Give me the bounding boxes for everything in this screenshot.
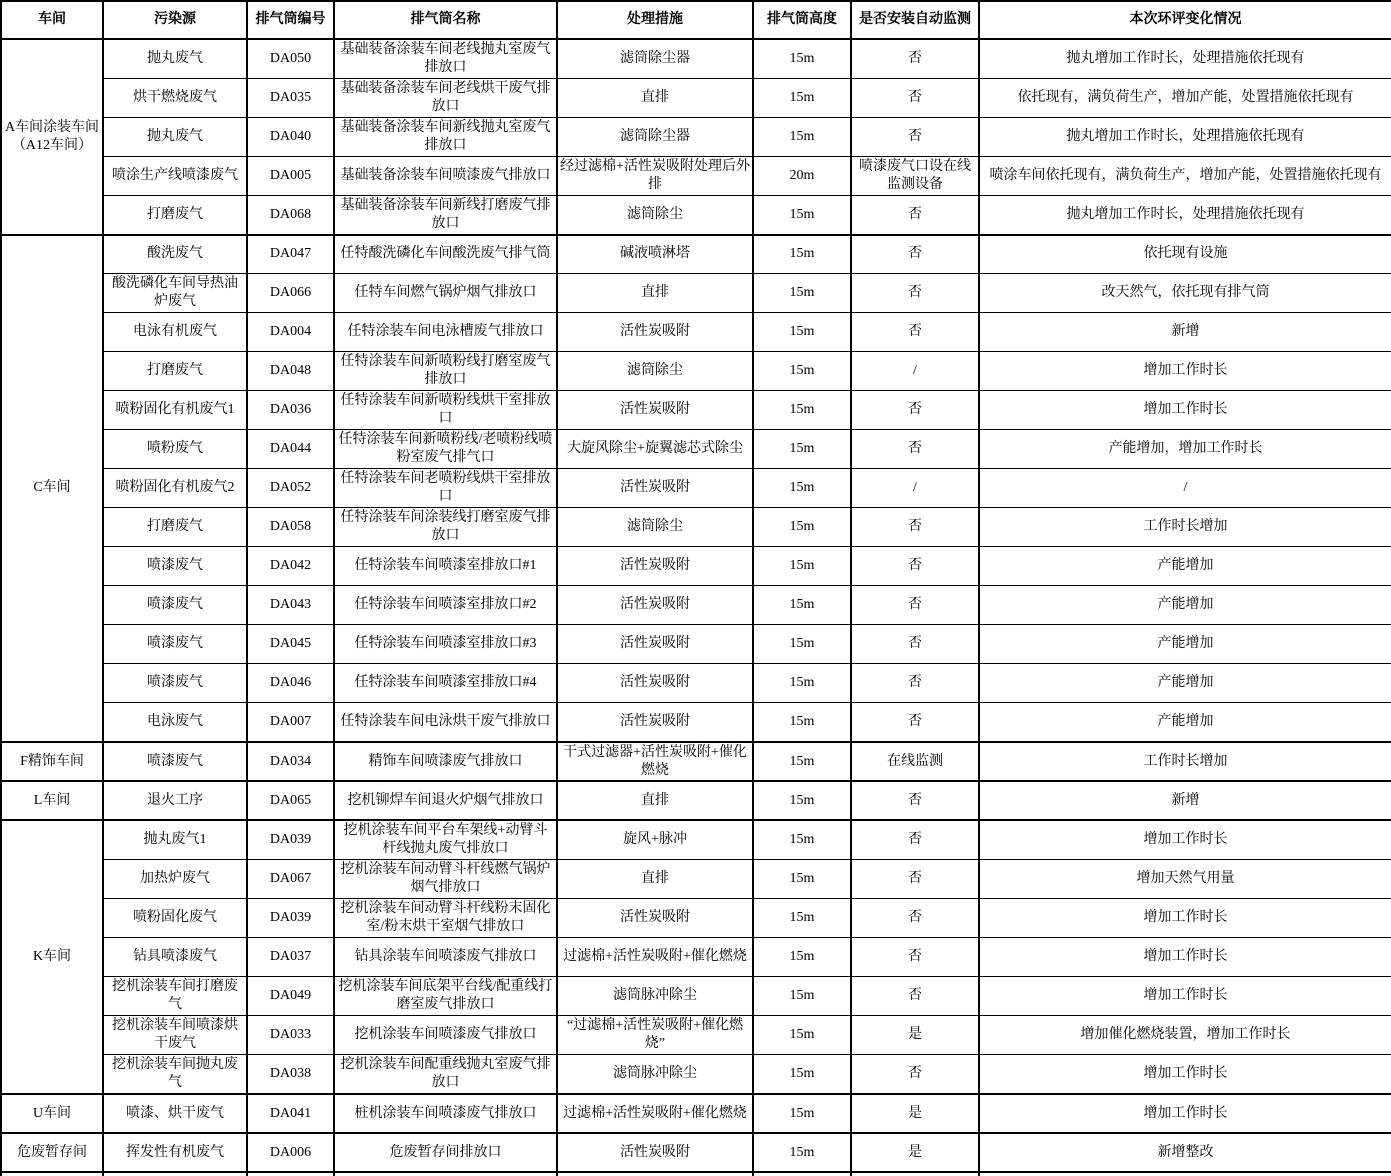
- cell-stack-height: 20m: [753, 156, 851, 195]
- cell-stack-code: DA005: [247, 156, 334, 195]
- table-row: [1, 156, 1391, 195]
- cell-stack-name: 基础装备涂装车间喷漆废气排放口: [334, 156, 557, 195]
- column-header-stack-name: 排气筒名称: [334, 1, 557, 39]
- cell-stack-height: 15m: [753, 1133, 851, 1172]
- cell-auto-monitoring: 否: [851, 625, 979, 664]
- cell-stack-height: 15m: [753, 742, 851, 782]
- cell-pollution-source: 喷漆废气: [103, 586, 247, 625]
- cell-pollution-source: 电泳废气: [103, 703, 247, 742]
- cell-pollution-source: 打磨废气: [103, 352, 247, 391]
- cell-eia-change: 依托现有，满负荷生产，增加产能，处置措施依托现有: [979, 78, 1391, 117]
- cell-auto-monitoring: 否: [851, 703, 979, 742]
- cell-stack-name: 挖机涂装车间底架平台线/配重线打磨室废气排放口: [334, 977, 557, 1016]
- cell-eia-change: 产能增加，增加工作时长: [979, 430, 1391, 469]
- cell-stack-name: 任特涂装车间喷漆室排放口#3: [334, 625, 557, 664]
- cell-auto-monitoring: /: [851, 469, 979, 508]
- table-row: [1, 781, 1391, 820]
- table-row: [1, 117, 1391, 156]
- cell-treatment: 滤筒脉冲除尘: [557, 977, 753, 1016]
- cell-eia-change: 工作时长增加: [979, 742, 1391, 782]
- column-header-stack-height: 排气筒高度: [753, 1, 851, 39]
- table-row: [1, 78, 1391, 117]
- cell-treatment: 活性炭吸附: [557, 391, 753, 430]
- cell-stack-height: 15m: [753, 664, 851, 703]
- cell-stack-code: DA042: [247, 547, 334, 586]
- cell-stack-name: 基础装备涂装车间新线抛丸室废气排放口: [334, 117, 557, 156]
- cell-eia-change: 增加天然气用量: [979, 860, 1391, 899]
- cell-stack-code: DA058: [247, 508, 334, 547]
- cell-stack-code: DA004: [247, 313, 334, 352]
- cell-auto-monitoring: 否: [851, 1055, 979, 1094]
- cell-eia-change: 产能增加: [979, 625, 1391, 664]
- cell-pollution-source: 抛丸废气1: [103, 820, 247, 859]
- cell-stack-name: 基础装备涂装车间老线烘干废气排放口: [334, 78, 557, 117]
- cell-pollution-source: 喷粉固化有机废气2: [103, 469, 247, 508]
- cell-eia-change: /: [979, 469, 1391, 508]
- cell-eia-change: 产能增加: [979, 547, 1391, 586]
- cell-pollution-source: 喷粉固化废气: [103, 899, 247, 938]
- table-row: [1, 1016, 1391, 1055]
- cell-pollution-source: 挖机涂装车间打磨废气: [103, 977, 247, 1016]
- column-header-eia-change: 本次环评变化情况: [979, 1, 1391, 39]
- partial-cell: [247, 1172, 334, 1176]
- cell-stack-name: 任特涂装车间电泳烘干废气排放口: [334, 703, 557, 742]
- cell-stack-code: DA050: [247, 39, 334, 78]
- cell-stack-height: 15m: [753, 469, 851, 508]
- partial-cell: [979, 1172, 1391, 1176]
- cell-stack-height: 15m: [753, 430, 851, 469]
- cell-stack-code: DA047: [247, 235, 334, 274]
- cell-eia-change: 增加工作时长: [979, 938, 1391, 977]
- cell-pollution-source: 喷漆废气: [103, 625, 247, 664]
- table-row: [1, 313, 1391, 352]
- cell-stack-code: DA066: [247, 274, 334, 313]
- table-row: [1, 899, 1391, 938]
- table-row: [1, 39, 1391, 78]
- cell-auto-monitoring: /: [851, 352, 979, 391]
- cell-stack-height: 15m: [753, 313, 851, 352]
- cell-stack-code: DA038: [247, 1055, 334, 1094]
- cell-pollution-source: 喷漆废气: [103, 547, 247, 586]
- cell-stack-code: DA067: [247, 860, 334, 899]
- cell-stack-code: DA043: [247, 586, 334, 625]
- cell-treatment: 直排: [557, 274, 753, 313]
- cell-stack-height: 15m: [753, 508, 851, 547]
- cell-pollution-source: 喷漆、烘干废气: [103, 1094, 247, 1133]
- cell-stack-code: DA035: [247, 78, 334, 117]
- cell-pollution-source: 挖机涂装车间喷漆烘干废气: [103, 1016, 247, 1055]
- cell-eia-change: 依托现有设施: [979, 235, 1391, 274]
- cell-stack-name: 危废暂存间排放口: [334, 1133, 557, 1172]
- cell-stack-height: 15m: [753, 352, 851, 391]
- cell-eia-change: 增加工作时长: [979, 1055, 1391, 1094]
- cell-treatment: 活性炭吸附: [557, 1133, 753, 1172]
- cell-stack-height: 15m: [753, 39, 851, 78]
- cell-treatment: 直排: [557, 78, 753, 117]
- cell-stack-height: 15m: [753, 820, 851, 859]
- cell-treatment: 干式过滤器+活性炭吸附+催化燃烧: [557, 742, 753, 782]
- cell-stack-name: 挖机铆焊车间退火炉烟气排放口: [334, 781, 557, 820]
- cell-stack-height: 15m: [753, 781, 851, 820]
- cell-stack-code: DA039: [247, 899, 334, 938]
- cell-stack-height: 15m: [753, 586, 851, 625]
- partial-cell: [334, 1172, 557, 1176]
- partial-cell: [103, 1172, 247, 1176]
- cell-treatment: 旋风+脉冲: [557, 820, 753, 859]
- cell-stack-name: 挖机涂装车间喷漆废气排放口: [334, 1016, 557, 1055]
- cell-pollution-source: 电泳有机废气: [103, 313, 247, 352]
- cell-treatment: 活性炭吸附: [557, 899, 753, 938]
- table-row: [1, 820, 1391, 859]
- cell-stack-name: 任特涂装车间喷漆室排放口#1: [334, 547, 557, 586]
- cell-treatment: 经过滤棉+活性炭吸附处理后外排: [557, 156, 753, 195]
- cell-auto-monitoring: 否: [851, 586, 979, 625]
- workshop-cell: A车间涂装车间（A12车间）: [1, 39, 103, 235]
- cell-stack-name: 任特车间燃气锅炉烟气排放口: [334, 274, 557, 313]
- table-row: [1, 274, 1391, 313]
- cell-treatment: 活性炭吸附: [557, 664, 753, 703]
- cell-treatment: 活性炭吸附: [557, 703, 753, 742]
- workshop-cell: L车间: [1, 781, 103, 820]
- cell-eia-change: 抛丸增加工作时长，处理措施依托现有: [979, 39, 1391, 78]
- cell-treatment: 滤筒除尘器: [557, 117, 753, 156]
- table-header: [1, 1, 1391, 39]
- cell-stack-code: DA065: [247, 781, 334, 820]
- cell-stack-code: DA045: [247, 625, 334, 664]
- cell-treatment: 滤筒除尘: [557, 352, 753, 391]
- cell-treatment: 过滤棉+活性炭吸附+催化燃烧: [557, 1094, 753, 1133]
- cell-auto-monitoring: 否: [851, 860, 979, 899]
- cell-stack-height: 15m: [753, 1055, 851, 1094]
- cell-auto-monitoring: 否: [851, 78, 979, 117]
- cell-stack-name: 钻具涂装车间喷漆废气排放口: [334, 938, 557, 977]
- cell-pollution-source: 喷涂生产线喷漆废气: [103, 156, 247, 195]
- cell-eia-change: 工作时长增加: [979, 508, 1391, 547]
- partial-cell: [557, 1172, 753, 1176]
- cell-treatment: 滤筒除尘器: [557, 39, 753, 78]
- cell-auto-monitoring: 是: [851, 1094, 979, 1133]
- cell-treatment: “过滤棉+活性炭吸附+催化燃烧”: [557, 1016, 753, 1055]
- cell-stack-code: DA046: [247, 664, 334, 703]
- cell-stack-code: DA037: [247, 938, 334, 977]
- cell-stack-code: DA044: [247, 430, 334, 469]
- cell-stack-height: 15m: [753, 235, 851, 274]
- table-row: [1, 1055, 1391, 1094]
- cell-stack-code: DA048: [247, 352, 334, 391]
- cell-eia-change: 新增: [979, 313, 1391, 352]
- cell-stack-height: 15m: [753, 860, 851, 899]
- table-row: [1, 1094, 1391, 1133]
- header-row: [1, 1, 1391, 39]
- cell-pollution-source: 抛丸废气: [103, 117, 247, 156]
- table-row: [1, 235, 1391, 274]
- cell-eia-change: 新增: [979, 781, 1391, 820]
- cell-pollution-source: 喷漆废气: [103, 742, 247, 782]
- cell-eia-change: 增加工作时长: [979, 820, 1391, 859]
- cell-stack-name: 任特涂装车间喷漆室排放口#2: [334, 586, 557, 625]
- cell-pollution-source: 酸洗废气: [103, 235, 247, 274]
- cell-auto-monitoring: 否: [851, 117, 979, 156]
- cell-stack-name: 挖机涂装车间平台车架线+动臂斗杆线抛丸废气排放口: [334, 820, 557, 859]
- cell-eia-change: 产能增加: [979, 703, 1391, 742]
- cell-auto-monitoring: 否: [851, 313, 979, 352]
- cell-stack-code: DA049: [247, 977, 334, 1016]
- workshop-cell: U车间: [1, 1094, 103, 1133]
- cell-stack-name: 桩机涂装车间喷漆废气排放口: [334, 1094, 557, 1133]
- cell-auto-monitoring: 否: [851, 977, 979, 1016]
- cell-stack-name: 任特涂装车间新喷粉线打磨室废气排放口: [334, 352, 557, 391]
- table-row: [1, 508, 1391, 547]
- cell-auto-monitoring: 否: [851, 39, 979, 78]
- cell-pollution-source: 喷粉固化有机废气1: [103, 391, 247, 430]
- cell-treatment: 活性炭吸附: [557, 313, 753, 352]
- cell-treatment: 活性炭吸附: [557, 469, 753, 508]
- cell-pollution-source: 打磨废气: [103, 195, 247, 234]
- cell-eia-change: 增加工作时长: [979, 899, 1391, 938]
- cell-stack-code: DA036: [247, 391, 334, 430]
- cell-stack-height: 15m: [753, 78, 851, 117]
- cell-treatment: 直排: [557, 781, 753, 820]
- cell-pollution-source: 挥发性有机废气: [103, 1133, 247, 1172]
- cell-stack-height: 15m: [753, 625, 851, 664]
- cell-treatment: 滤筒除尘: [557, 508, 753, 547]
- workshop-cell: F精饰车间: [1, 742, 103, 782]
- cell-stack-height: 15m: [753, 977, 851, 1016]
- cell-stack-height: 15m: [753, 547, 851, 586]
- cell-stack-name: 基础装备涂装车间老线抛丸室废气排放口: [334, 39, 557, 78]
- table-row: [1, 625, 1391, 664]
- cell-stack-height: 15m: [753, 938, 851, 977]
- cell-pollution-source: 酸洗磷化车间导热油炉废气: [103, 274, 247, 313]
- cell-stack-code: DA033: [247, 1016, 334, 1055]
- cell-eia-change: 抛丸增加工作时长，处理措施依托现有: [979, 117, 1391, 156]
- column-header-workshop: 车间: [1, 1, 103, 39]
- cell-stack-name: 任特涂装车间涂装线打磨室废气排放口: [334, 508, 557, 547]
- table-row: [1, 547, 1391, 586]
- cell-auto-monitoring: 否: [851, 391, 979, 430]
- cell-pollution-source: 喷漆废气: [103, 664, 247, 703]
- cell-stack-name: 挖机涂装车间动臂斗杆线燃气锅炉烟气排放口: [334, 860, 557, 899]
- cell-treatment: 活性炭吸附: [557, 586, 753, 625]
- cell-eia-change: 增加工作时长: [979, 977, 1391, 1016]
- table-row: [1, 430, 1391, 469]
- cell-eia-change: 产能增加: [979, 586, 1391, 625]
- cell-eia-change: 新增整改: [979, 1133, 1391, 1172]
- cell-eia-change: 抛丸增加工作时长，处理措施依托现有: [979, 195, 1391, 234]
- cell-auto-monitoring: 否: [851, 664, 979, 703]
- partial-cell: [851, 1172, 979, 1176]
- table-row: [1, 742, 1391, 782]
- cell-eia-change: 产能增加: [979, 664, 1391, 703]
- table-row: [1, 860, 1391, 899]
- cell-auto-monitoring: 否: [851, 820, 979, 859]
- cell-stack-height: 15m: [753, 1094, 851, 1133]
- table-row: [1, 391, 1391, 430]
- cell-stack-height: 15m: [753, 391, 851, 430]
- workshop-cell: 危废暂存间: [1, 1133, 103, 1172]
- cell-auto-monitoring: 否: [851, 781, 979, 820]
- cell-stack-code: DA034: [247, 742, 334, 782]
- cell-stack-name: 任特涂装车间新喷粉线烘干室排放口: [334, 391, 557, 430]
- table-row: [1, 469, 1391, 508]
- cell-stack-name: 挖机涂装车间动臂斗杆线粉末固化室/粉末烘干室烟气排放口: [334, 899, 557, 938]
- cell-pollution-source: 加热炉废气: [103, 860, 247, 899]
- cell-treatment: 直排: [557, 860, 753, 899]
- workshop-cell: C车间: [1, 235, 103, 742]
- table-row: [1, 938, 1391, 977]
- cell-treatment: 活性炭吸附: [557, 547, 753, 586]
- partial-row: [1, 1172, 1391, 1176]
- cell-stack-name: 任特涂装车间新喷粉线/老喷粉线喷粉室废气排气口: [334, 430, 557, 469]
- cell-stack-code: DA041: [247, 1094, 334, 1133]
- column-header-pollution-source: 污染源: [103, 1, 247, 39]
- cell-treatment: 活性炭吸附: [557, 625, 753, 664]
- column-header-auto-monitoring: 是否安装自动监测: [851, 1, 979, 39]
- partial-cell: [753, 1172, 851, 1176]
- table-row: [1, 664, 1391, 703]
- cell-treatment: 碱液喷淋塔: [557, 235, 753, 274]
- cell-auto-monitoring: 否: [851, 430, 979, 469]
- table-row: [1, 703, 1391, 742]
- cell-eia-change: 增加催化燃烧装置，增加工作时长: [979, 1016, 1391, 1055]
- cell-auto-monitoring: 喷漆废气口设在线监测设备: [851, 156, 979, 195]
- cell-treatment: 大旋风除尘+旋翼滤芯式除尘: [557, 430, 753, 469]
- cell-eia-change: 改天然气，依托现有排气筒: [979, 274, 1391, 313]
- cell-stack-name: 任特酸洗磷化车间酸洗废气排气筒: [334, 235, 557, 274]
- cell-stack-height: 15m: [753, 899, 851, 938]
- table-row: [1, 977, 1391, 1016]
- column-header-stack-code: 排气筒编号: [247, 1, 334, 39]
- cell-stack-height: 15m: [753, 195, 851, 234]
- cell-stack-code: DA052: [247, 469, 334, 508]
- cell-pollution-source: 抛丸废气: [103, 39, 247, 78]
- cell-stack-name: 挖机涂装车间配重线抛丸室废气排放口: [334, 1055, 557, 1094]
- cell-stack-code: DA006: [247, 1133, 334, 1172]
- cell-eia-change: 增加工作时长: [979, 1094, 1391, 1133]
- cell-pollution-source: 退火工序: [103, 781, 247, 820]
- cell-eia-change: 喷涂车间依托现有，满负荷生产，增加产能，处置措施依托现有: [979, 156, 1391, 195]
- cell-stack-code: DA040: [247, 117, 334, 156]
- cell-auto-monitoring: 否: [851, 899, 979, 938]
- cell-pollution-source: 钻具喷漆废气: [103, 938, 247, 977]
- cell-stack-code: DA007: [247, 703, 334, 742]
- table-row: [1, 352, 1391, 391]
- workshop-cell: K车间: [1, 820, 103, 1094]
- cell-pollution-source: 打磨废气: [103, 508, 247, 547]
- cell-stack-height: 15m: [753, 1016, 851, 1055]
- cell-auto-monitoring: 否: [851, 938, 979, 977]
- cell-stack-height: 15m: [753, 117, 851, 156]
- cell-stack-name: 任特涂装车间喷漆室排放口#4: [334, 664, 557, 703]
- cell-stack-code: DA068: [247, 195, 334, 234]
- cell-auto-monitoring: 是: [851, 1133, 979, 1172]
- column-header-treatment: 处理措施: [557, 1, 753, 39]
- cell-auto-monitoring: 否: [851, 274, 979, 313]
- cell-stack-name: 基础装备涂装车间新线打磨废气排放口: [334, 195, 557, 234]
- table-body: [1, 39, 1391, 1176]
- cell-stack-name: 任特涂装车间老喷粉线烘干室排放口: [334, 469, 557, 508]
- cell-pollution-source: 喷粉废气: [103, 430, 247, 469]
- cell-auto-monitoring: 否: [851, 195, 979, 234]
- cell-auto-monitoring: 否: [851, 508, 979, 547]
- cell-stack-height: 15m: [753, 703, 851, 742]
- cell-treatment: 过滤棉+活性炭吸附+催化燃烧: [557, 938, 753, 977]
- cell-stack-name: 任特涂装车间电泳槽废气排放口: [334, 313, 557, 352]
- cell-stack-name: 精饰车间喷漆废气排放口: [334, 742, 557, 782]
- cell-treatment: 滤筒除尘: [557, 195, 753, 234]
- cell-auto-monitoring: 在线监测: [851, 742, 979, 782]
- cell-stack-code: DA039: [247, 820, 334, 859]
- table-row: [1, 1133, 1391, 1172]
- cell-pollution-source: 烘干燃烧废气: [103, 78, 247, 117]
- table-row: [1, 195, 1391, 234]
- cell-auto-monitoring: 否: [851, 235, 979, 274]
- cell-auto-monitoring: 是: [851, 1016, 979, 1055]
- cell-eia-change: 增加工作时长: [979, 352, 1391, 391]
- cell-pollution-source: 挖机涂装车间抛丸废气: [103, 1055, 247, 1094]
- cell-stack-height: 15m: [753, 274, 851, 313]
- cell-auto-monitoring: 否: [851, 547, 979, 586]
- table-row: [1, 586, 1391, 625]
- partial-cell: [1, 1172, 103, 1176]
- cell-treatment: 滤筒脉冲除尘: [557, 1055, 753, 1094]
- cell-eia-change: 增加工作时长: [979, 391, 1391, 430]
